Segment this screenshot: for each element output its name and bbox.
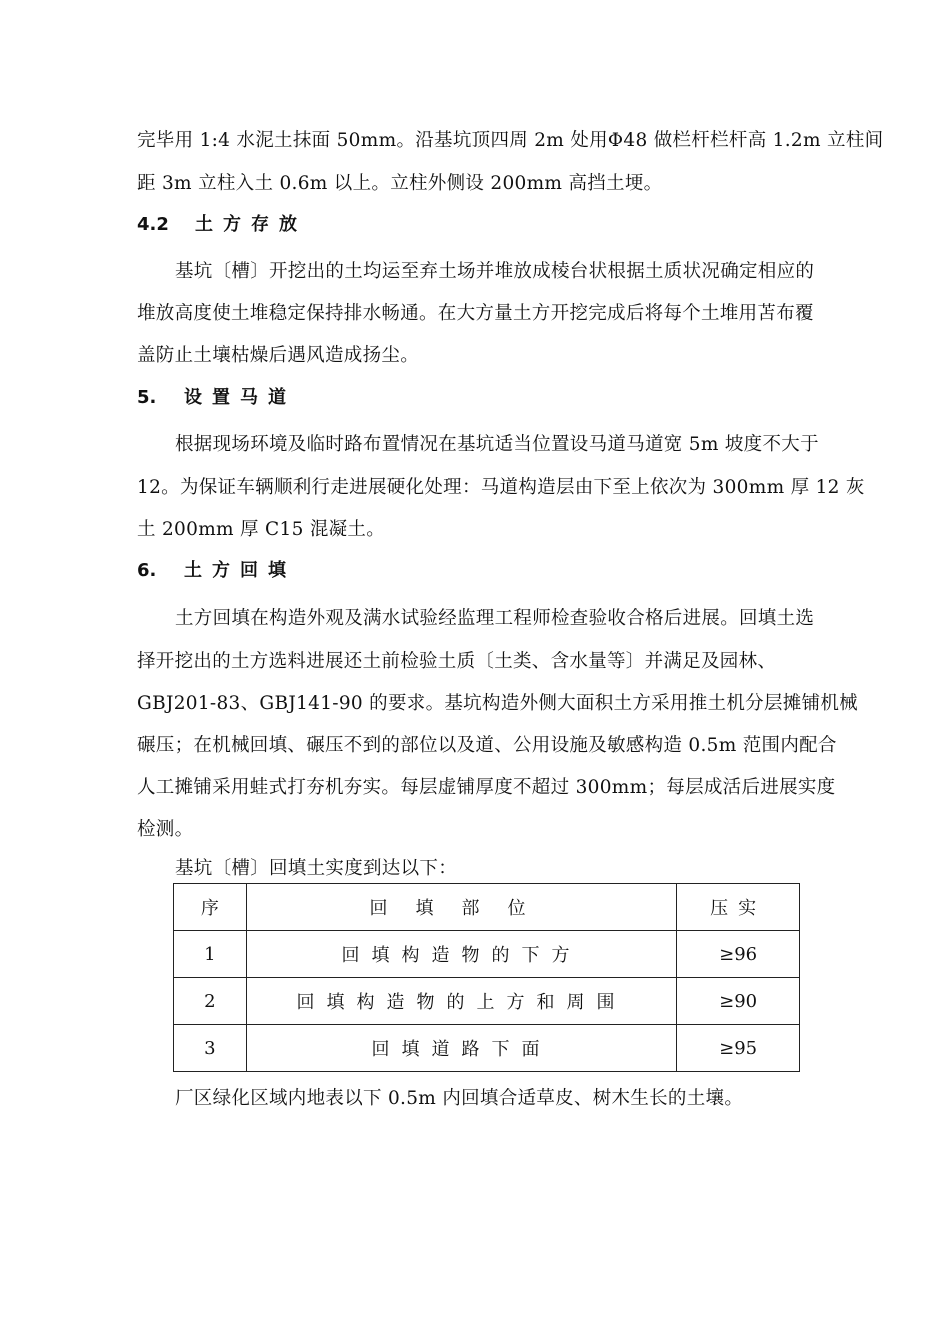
paragraph-line: 堆放高度使土堆稳定保持排水畅通。在大方量土方开挖完成后将每个土堆用苫布覆 [137, 303, 814, 324]
paragraph-line: GBJ201-83、GBJ141-90 的要求。基坑构造外侧大面积土方采用推土机分层摊铺机械 [137, 693, 858, 714]
cell-serial: 1 [174, 931, 247, 978]
section-number: 6. [137, 560, 157, 581]
paragraph-line: 择开挖出的土方选料进展还土前检验土质〔土类、含水量等〕并满足及园林、 [137, 651, 777, 672]
header-serial: 序 [174, 884, 247, 931]
section-title: 土方回填 [184, 560, 296, 581]
paragraph-line: 土 200mm 厚 C15 混凝土。 [137, 519, 386, 540]
section-title: 设置马道 [184, 387, 296, 408]
paragraph-line: 土方回填在构造外观及满水试验经监理工程师检查验收合格后进展。回填土选 [175, 608, 815, 629]
section-number: 4.2 [137, 214, 169, 235]
section-title: 土方存放 [195, 214, 307, 235]
cell-value: ≥90 [677, 978, 800, 1025]
section-heading-5 [137, 386, 296, 410]
section-heading-4-2 [137, 213, 307, 237]
paragraph-line: 检测。 [137, 819, 194, 840]
cell-value: ≥95 [677, 1025, 800, 1072]
paragraph-line: 盖防止土壤枯燥后遇风造成扬尘。 [137, 345, 420, 366]
paragraph-line: 人工摊铺采用蛙式打夯机夯实。每层虚铺厚度不超过 300mm；每层成活后进展实度 [137, 777, 836, 798]
section-heading-6 [137, 559, 296, 583]
footer-note: 厂区绿化区域内地表以下 0.5m 内回填合适草皮、树木生长的土壤。 [175, 1088, 744, 1109]
header-part: 回填部位 [246, 884, 677, 931]
paragraph-line: 碾压；在机械回填、碾压不到的部位以及道、公用设施及敏感构造 0.5m 范围内配合 [137, 735, 837, 756]
table-row [174, 931, 800, 978]
paragraph-line: 基坑〔槽〕开挖出的土均运至弃土场并堆放成棱台状根据土质状况确定相应的 [175, 261, 815, 282]
cell-serial: 2 [174, 978, 247, 1025]
section-number: 5. [137, 387, 157, 408]
header-compaction: 压实 [677, 884, 800, 931]
table-row [174, 1025, 800, 1072]
cell-part: 回填构造物的下方 [246, 931, 677, 978]
compaction-table [173, 883, 800, 1072]
table-caption: 基坑〔槽〕回填土实度到达以下： [175, 858, 458, 879]
paragraph-line: 完毕用 1:4 水泥土抹面 50mm。沿基坑顶四周 2m 处用Φ48 做栏杆栏杆高 1.2m 立柱间 [137, 130, 884, 151]
paragraph-line: 距 3m 立柱入土 0.6m 以上。立柱外侧设 200mm 高挡土埂。 [137, 173, 663, 194]
table-header-row [174, 884, 800, 931]
table-row [174, 978, 800, 1025]
paragraph-line: 根据现场环境及临时路布置情况在基坑适当位置设马道马道宽 5m 坡度不大于 [175, 434, 819, 455]
cell-part: 回填构造物的上方和周围 [246, 978, 677, 1025]
cell-value: ≥96 [677, 931, 800, 978]
cell-serial: 3 [174, 1025, 247, 1072]
cell-part: 回填道路下面 [246, 1025, 677, 1072]
paragraph-line: 12。为保证车辆顺利行走进展硬化处理：马道构造层由下至上依次为 300mm 厚 12 灰 [137, 477, 865, 498]
